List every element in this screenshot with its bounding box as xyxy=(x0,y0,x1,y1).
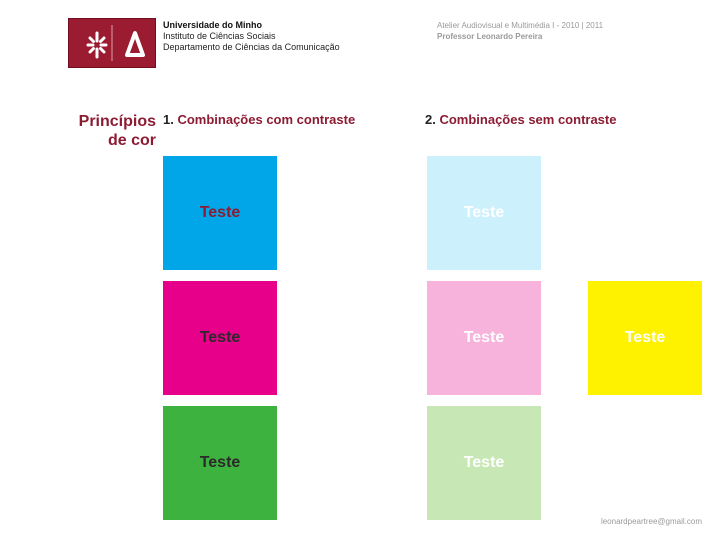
section1-number: 1. xyxy=(163,112,174,127)
contrast-box-blue xyxy=(163,156,277,270)
section2-title: Combinações sem contraste xyxy=(439,112,617,127)
box-label: Teste xyxy=(199,329,241,346)
box-label: Teste xyxy=(463,204,505,221)
slide-title-line2: de cor xyxy=(107,132,156,149)
contrast-box-magenta xyxy=(163,281,277,395)
box-label: Teste xyxy=(463,329,505,346)
institute-name: Instituto de Ciências Sociais xyxy=(163,31,276,41)
section1-title: Combinações com contraste xyxy=(177,112,356,127)
professor-name: Professor Leonardo Pereira xyxy=(437,32,543,41)
footer-email: leonardpeartree@gmail.com xyxy=(600,517,702,526)
no-contrast-box-yellow xyxy=(588,281,702,395)
no-contrast-box-light-blue xyxy=(427,156,541,270)
university-name: Universidade do Minho xyxy=(163,20,263,30)
slide-title xyxy=(62,112,156,150)
no-contrast-box-light-pink xyxy=(427,281,541,395)
header-course-block xyxy=(437,20,603,42)
section1-heading xyxy=(163,112,355,127)
university-logo-icon xyxy=(68,18,156,68)
header-institution-block xyxy=(163,20,340,53)
box-label: Teste xyxy=(463,454,505,471)
slide-title-line1: Princípios xyxy=(78,113,156,130)
box-label: Teste xyxy=(624,329,666,346)
box-label: Teste xyxy=(199,454,241,471)
course-name: Atelier Audiovisual e Multimédia I - 2010 | 2011 xyxy=(437,21,604,30)
department-name: Departamento de Ciências da Comunicação xyxy=(163,42,340,52)
box-label: Teste xyxy=(199,204,241,221)
section2-number: 2. xyxy=(425,112,436,127)
contrast-box-green xyxy=(163,406,277,520)
section2-heading xyxy=(425,112,616,127)
no-contrast-box-light-green xyxy=(427,406,541,520)
